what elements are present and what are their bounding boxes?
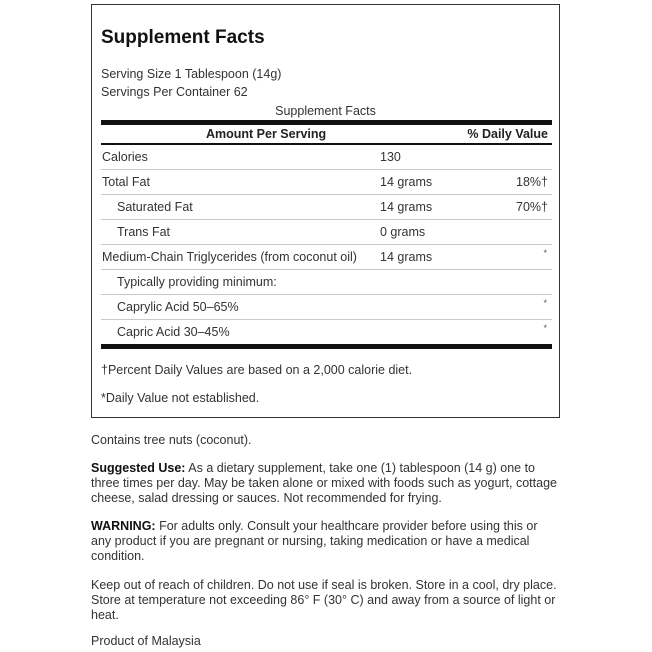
- row-amount: 0 grams: [380, 225, 426, 239]
- row-daily-value: *: [543, 298, 547, 308]
- row-name: Medium-Chain Triglycerides (from coconut oil): [102, 250, 357, 264]
- row-amount: 14 grams: [380, 175, 433, 189]
- storage-instructions: Keep out of reach of children. Do not use if seal is broken. Store in a cool, dry place. Store at temperature not exceeding 86° F (30° C) and away from a source of light or heat.: [91, 578, 557, 622]
- row-daily-value: *: [543, 323, 547, 333]
- table-row: [101, 245, 552, 270]
- table-row: [101, 295, 552, 320]
- row-amount: 14 grams: [380, 200, 433, 214]
- sub-caption: Supplement Facts: [275, 104, 376, 118]
- row-daily-value: 18%†: [516, 175, 548, 189]
- country-of-origin: Product of Malaysia: [91, 634, 201, 648]
- suggested-use: [91, 461, 561, 506]
- table-header: [101, 126, 552, 143]
- row-amount: 130: [380, 150, 401, 164]
- row-name: Calories: [102, 150, 148, 164]
- table-row: [101, 270, 552, 295]
- header-amount: Amount Per Serving: [206, 127, 327, 141]
- footnote-dv-not-established: *Daily Value not established.: [101, 391, 260, 405]
- row-name: Trans Fat: [117, 225, 171, 239]
- thick-rule-bottom: [101, 344, 552, 349]
- table-row: [101, 145, 552, 170]
- row-name: Total Fat: [102, 175, 150, 189]
- suggested-use-label: Suggested Use:: [91, 461, 186, 475]
- thick-rule-top: [101, 120, 552, 125]
- header-daily-value: % Daily Value: [467, 127, 548, 141]
- warning: [91, 519, 561, 564]
- panel-title: Supplement Facts: [101, 27, 265, 48]
- row-daily-value: *: [543, 248, 547, 258]
- suggested-use-text: As a dietary supplement, take one (1) tablespoon (14 g) one to three times per day. May be taken alone or mixed with foods such as yogurt, cottage cheese, salad dressing or sauces. Not recommended for frying.: [91, 461, 557, 505]
- row-amount: 14 grams: [380, 250, 433, 264]
- row-name: Capric Acid 30–45%: [117, 325, 230, 339]
- table-row: [101, 195, 552, 220]
- serving-size: Serving Size 1 Tablespoon (14g): [101, 67, 282, 81]
- table-row: [101, 320, 552, 344]
- table-row: [101, 220, 552, 245]
- row-name: Saturated Fat: [117, 200, 193, 214]
- row-name: Typically providing minimum:: [117, 275, 277, 289]
- table-row: [101, 170, 552, 195]
- warning-text: For adults only. Consult your healthcare provider before using this or any product if you are pregnant or nursing, taking medication or have a medical condition.: [91, 519, 538, 563]
- row-daily-value: 70%†: [516, 200, 548, 214]
- row-name: Caprylic Acid 50–65%: [117, 300, 239, 314]
- footnote-percent-daily: †Percent Daily Values are based on a 2,000 calorie diet.: [101, 363, 413, 377]
- supplement-facts-panel: [91, 4, 560, 418]
- warning-label: WARNING:: [91, 519, 156, 533]
- servings-per-container: Servings Per Container 62: [101, 85, 248, 99]
- allergen-statement: Contains tree nuts (coconut).: [91, 433, 252, 447]
